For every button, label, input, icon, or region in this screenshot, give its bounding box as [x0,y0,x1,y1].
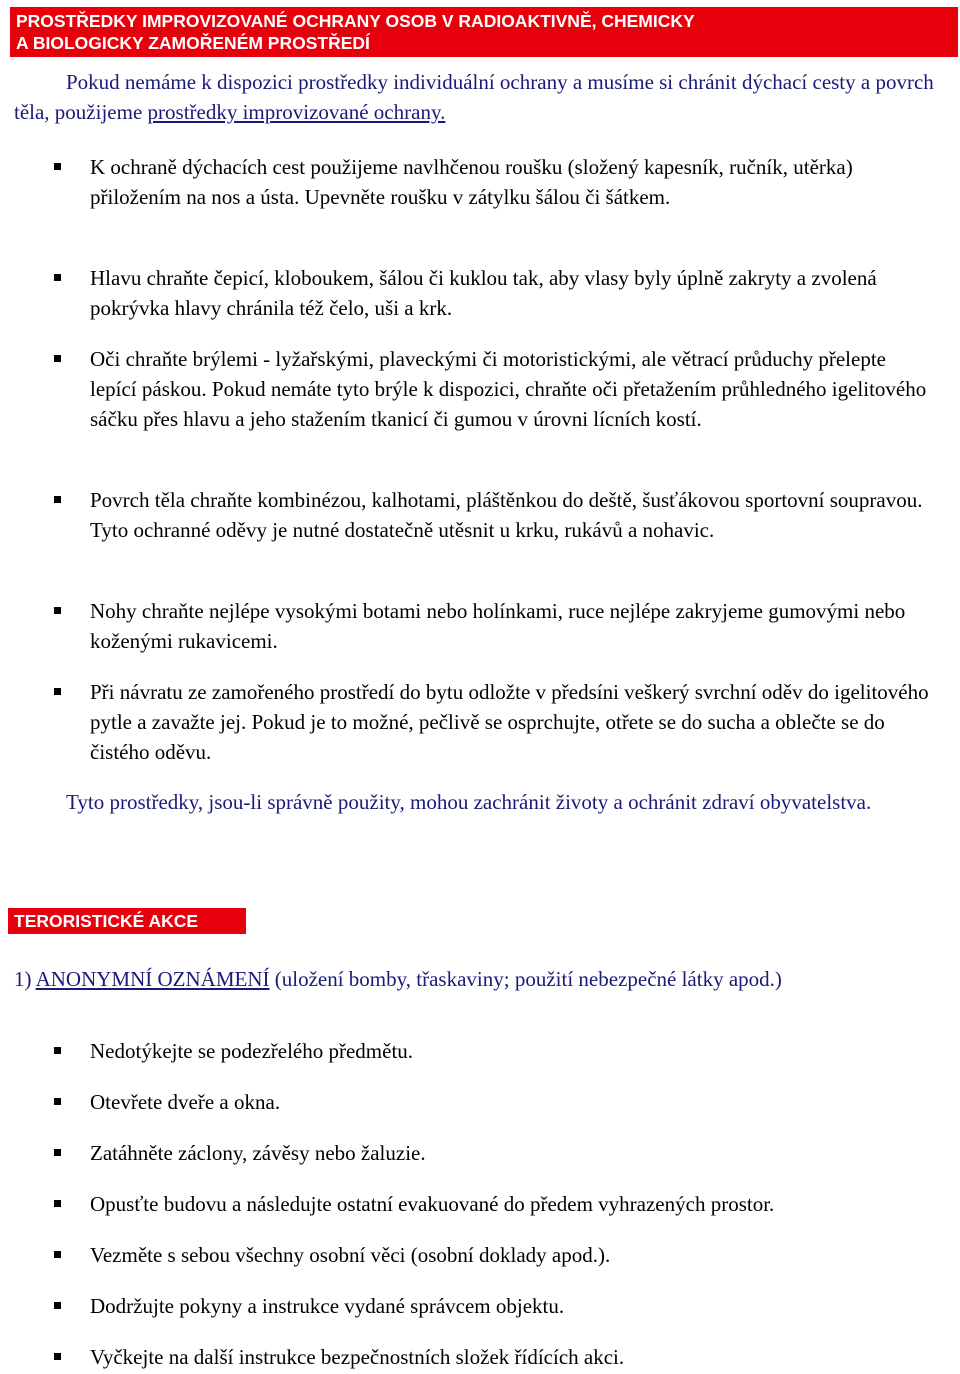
square-bullet-icon [54,163,61,170]
intro-text: Pokud nemáme k dispozici prostředky individuální ochrany a musíme si chránit dýchací cesty a povrch těla, použijeme [14,70,934,124]
anonymous-report-link[interactable]: ANONYMNÍ OZNÁMENÍ [35,967,270,991]
square-bullet-icon [54,496,61,503]
list-item-text: Povrch těla chraňte kombinézou, kalhotami, pláštěnkou do deště, šusťákovou sportovní soupravou. Tyto ochranné oděvy je nutné dostatečně utěsnit u krku, rukávů a nohavic. [90,488,923,542]
list-item-text: Vezměte s sebou všechny osobní věci (osobní doklady apod.). [90,1243,611,1267]
section-heading-line-1: PROSTŘEDKY IMPROVIZOVANÉ OCHRANY OSOB V RADIOAKTIVNĚ, CHEMICKY [16,11,695,31]
square-bullet-icon [54,1047,61,1054]
list-item-text: K ochraně dýchacích cest použijeme navlhčenou roušku (složený kapesník, ručník, utěrka) přiložením na nos a ústa. Upevněte roušku v zátylku šálou či šátkem. [90,155,853,209]
subsection-heading-rest: (uložení bomby, třaskaviny; použití nebezpečné látky apod.) [269,967,782,991]
square-bullet-icon [54,688,61,695]
list-item-text: Hlavu chraňte čepicí, kloboukem, šálou či kuklou tak, aby vlasy byly úplně zakryty a zvolená pokrývka hlavy chránila též čelo, uši a krk. [90,266,877,320]
list-item-text: Otevřete dveře a okna. [90,1090,281,1114]
section-heading-protection [10,7,958,57]
closing-paragraph: Tyto prostředky, jsou-li správně použity, mohou zachránit životy a ochránit zdraví obyvatelstva. [66,790,872,814]
list-item-text: Nedotýkejte se podezřelého předmětu. [90,1039,414,1063]
list-item-text: Při návratu ze zamořeného prostředí do bytu odložte v předsíni veškerý svrchní oděv do igelitového pytle a zavažte jej. Pokud je to možné, pečlivě se osprchujte, otřete se do sucha a oblečte se do čistého oděvu. [90,680,929,764]
square-bullet-icon [54,1098,61,1105]
list-item-text: Nohy chraňte nejlépe vysokými botami nebo holínkami, ruce nejlépe zakryjeme gumovými nebo koženými rukavicemi. [90,599,906,653]
square-bullet-icon [54,1149,61,1156]
square-bullet-icon [54,355,61,362]
list-item-text: Oči chraňte brýlemi - lyžařskými, plaveckými či motoristickými, ale větrací průduchy přelepte lepící páskou. Pokud nemáte tyto brýle k dispozici, chraňte oči přetažením průhledného igelitového sáčku přes hlavu a jeho stažením tkanicí či gumou v úrovni lícních kostí. [90,347,927,431]
improvised-protection-link[interactable]: prostředky improvizované ochrany. [147,100,446,124]
square-bullet-icon [54,1302,61,1309]
square-bullet-icon [54,1200,61,1207]
square-bullet-icon [54,1251,61,1258]
square-bullet-icon [54,607,61,614]
section-heading-terrorism: TERORISTICKÉ AKCE [8,908,246,934]
list-item-text: Vyčkejte na další instrukce bezpečnostních složek řídících akci. [90,1345,625,1369]
subsection-heading [14,964,944,994]
list-item-text: Dodržujte pokyny a instrukce vydané správcem objektu. [90,1294,565,1318]
section-heading-line-2: A BIOLOGICKY ZAMOŘENÉM PROSTŘEDÍ [16,33,370,53]
subsection-number: 1) [14,967,36,991]
intro-paragraph [14,67,944,127]
square-bullet-icon [54,274,61,281]
list-item-text: Zatáhněte záclony, závěsy nebo žaluzie. [90,1141,426,1165]
square-bullet-icon [54,1353,61,1360]
list-item-text: Opusťte budovu a následujte ostatní evakuované do předem vyhrazených prostor. [90,1192,775,1216]
